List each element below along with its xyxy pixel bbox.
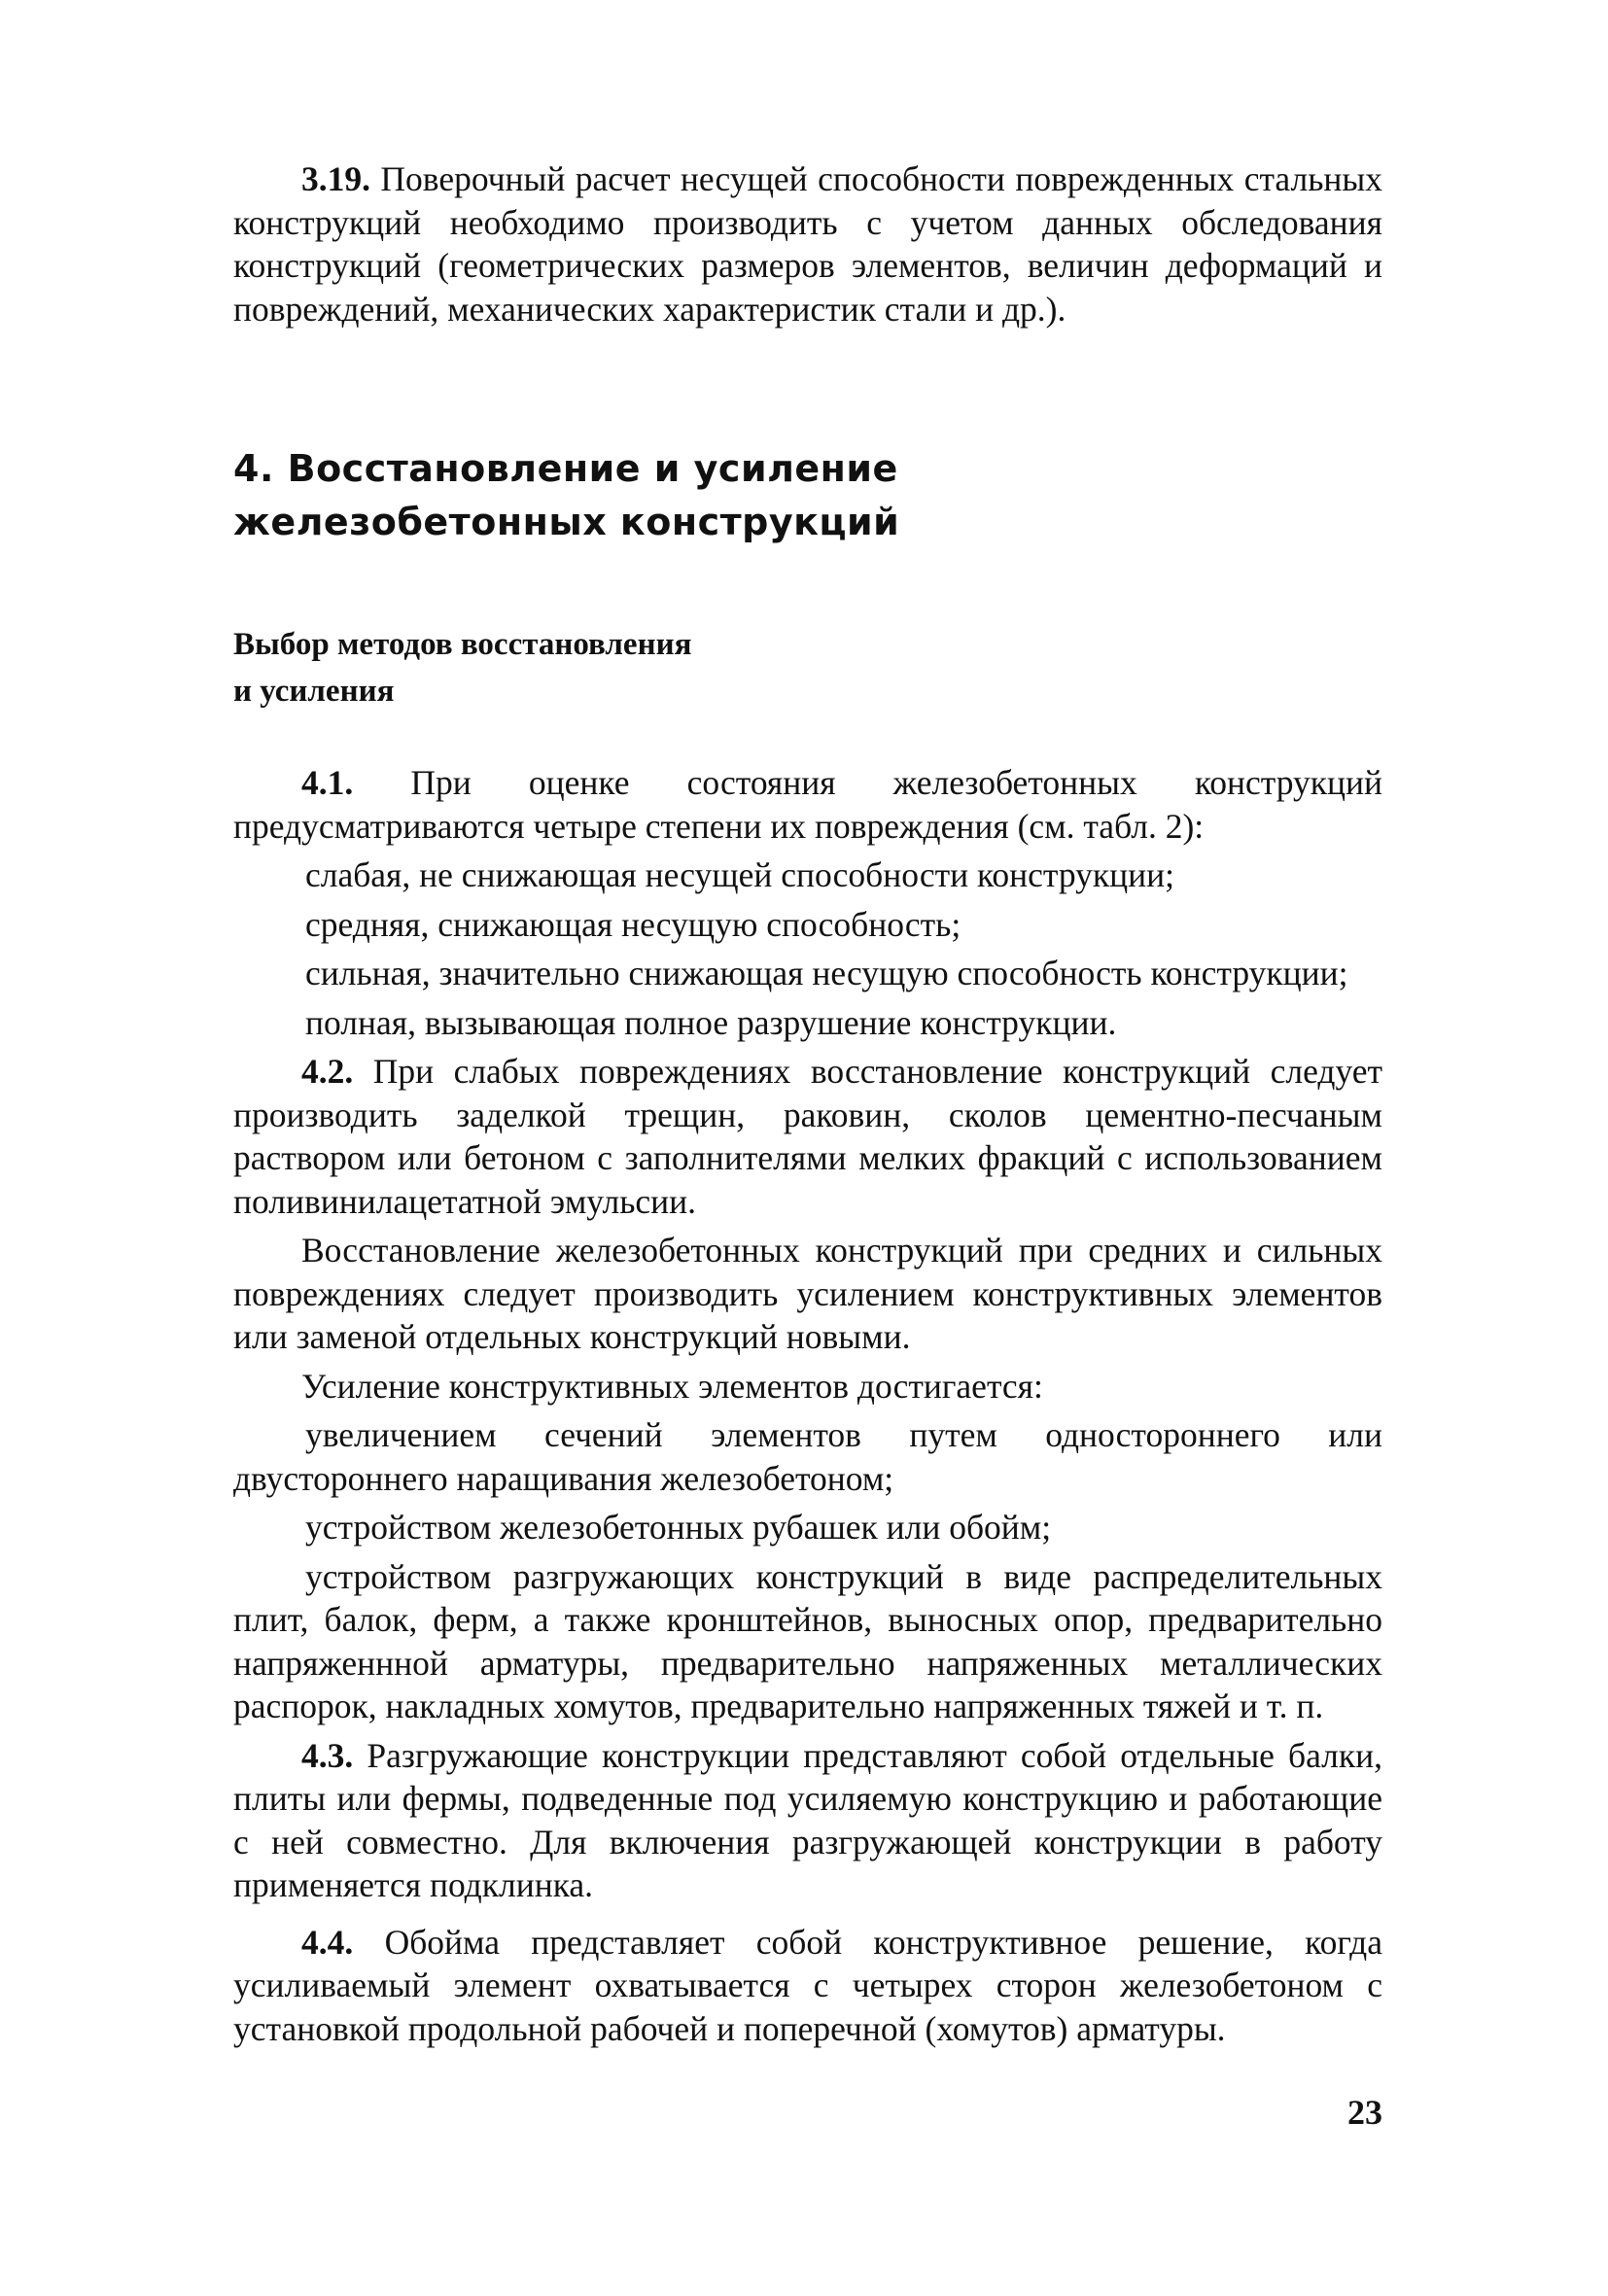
list-item: средняя, снижающая несущую способность; xyxy=(305,904,961,944)
section-heading xyxy=(233,442,1382,549)
list-item: устройством разгружающих конструкций в виде распределительных плит, балок, ферм, а также кронштейнов, выносных опор, предварительно напряженнной арматуры, предварительно напряженных металлических распорок, накладных хомутов, предварительно напряженных тяжей и т. п. xyxy=(233,1556,1382,1725)
paragraph-text: Поверочный расчет несущей способности поврежденных стальных конструкций необходимо производить с учетом данных обследования конструкций (геометрических размеров элементов, величин деформаций и повреждений, механических характеристик стали и др.). xyxy=(233,159,1382,329)
paragraph-3-19 xyxy=(233,157,1382,330)
subsection-heading-line: Выбор методов восстановления xyxy=(233,627,692,662)
list-item: полная, вызывающая полное разрушение конструкции. xyxy=(305,1002,1117,1042)
paragraph-text: При оценке состояния железобетонных конструкций предусматриваются четыре степени их повреждения (см. табл. 2): xyxy=(233,763,1382,846)
clause-number: 4.2. xyxy=(301,1052,354,1091)
paragraph-4-1 xyxy=(233,761,1382,848)
subsection-heading xyxy=(233,621,1382,714)
section-heading-line: 4. Восстановление и усиление xyxy=(233,447,898,490)
list-item: увеличением сечений элементов путем одностороннего или двустороннего наращивания железобетоном; xyxy=(233,1415,1382,1498)
page-content xyxy=(233,157,1382,2050)
paragraph: Усиление конструктивных элементов достигается: xyxy=(301,1366,1043,1406)
clause-number: 4.1. xyxy=(301,763,354,802)
list-item: устройством железобетонных рубашек или обойм; xyxy=(305,1508,1052,1547)
subsection-heading-line: и усиления xyxy=(233,674,395,709)
list-item: слабая, не снижающая несущей способности конструкции; xyxy=(305,855,1175,894)
paragraph-4-4 xyxy=(233,1921,1382,2051)
paragraph-4-2 xyxy=(233,1050,1382,1223)
paragraph-text: Разгружающие конструкции представляют собой отдельные балки, плиты или фермы, подведенные под усиляемую конструкцию и работающие с ней совместно. Для включения разгружающей конструкции в работу применяется подклинка. xyxy=(233,1735,1382,1904)
paragraph-text: При слабых повреждениях восстановление конструкций следует производить заделкой трещин, раковин, сколов цементно-песчаным раствором или бетоном с заполнителями мелких фракций с использованием поливинилацетатной эмульсии. xyxy=(233,1052,1382,1221)
paragraph-text: Обойма представляет собой конструктивное решение, когда усиливаемый элемент охватывается с четырех сторон железобетоном с установкой продольной рабочей и поперечной (хомутов) арматуры. xyxy=(233,1922,1382,2048)
paragraph: Восстановление железобетонных конструкций при средних и сильных повреждениях следует производить усилением конструктивных элементов или заменой отдельных конструкций новыми. xyxy=(233,1231,1382,1356)
list-item: сильная, значительно снижающая несущую способность конструкции; xyxy=(305,954,1348,992)
page-number: 23 xyxy=(1347,2093,1382,2132)
paragraph-4-3 xyxy=(233,1734,1382,1907)
section-heading-line: железобетонных конструкций xyxy=(233,501,900,543)
clause-number: 4.4. xyxy=(301,1922,354,1962)
clause-number: 4.3. xyxy=(301,1735,354,1775)
clause-number: 3.19. xyxy=(301,159,370,198)
